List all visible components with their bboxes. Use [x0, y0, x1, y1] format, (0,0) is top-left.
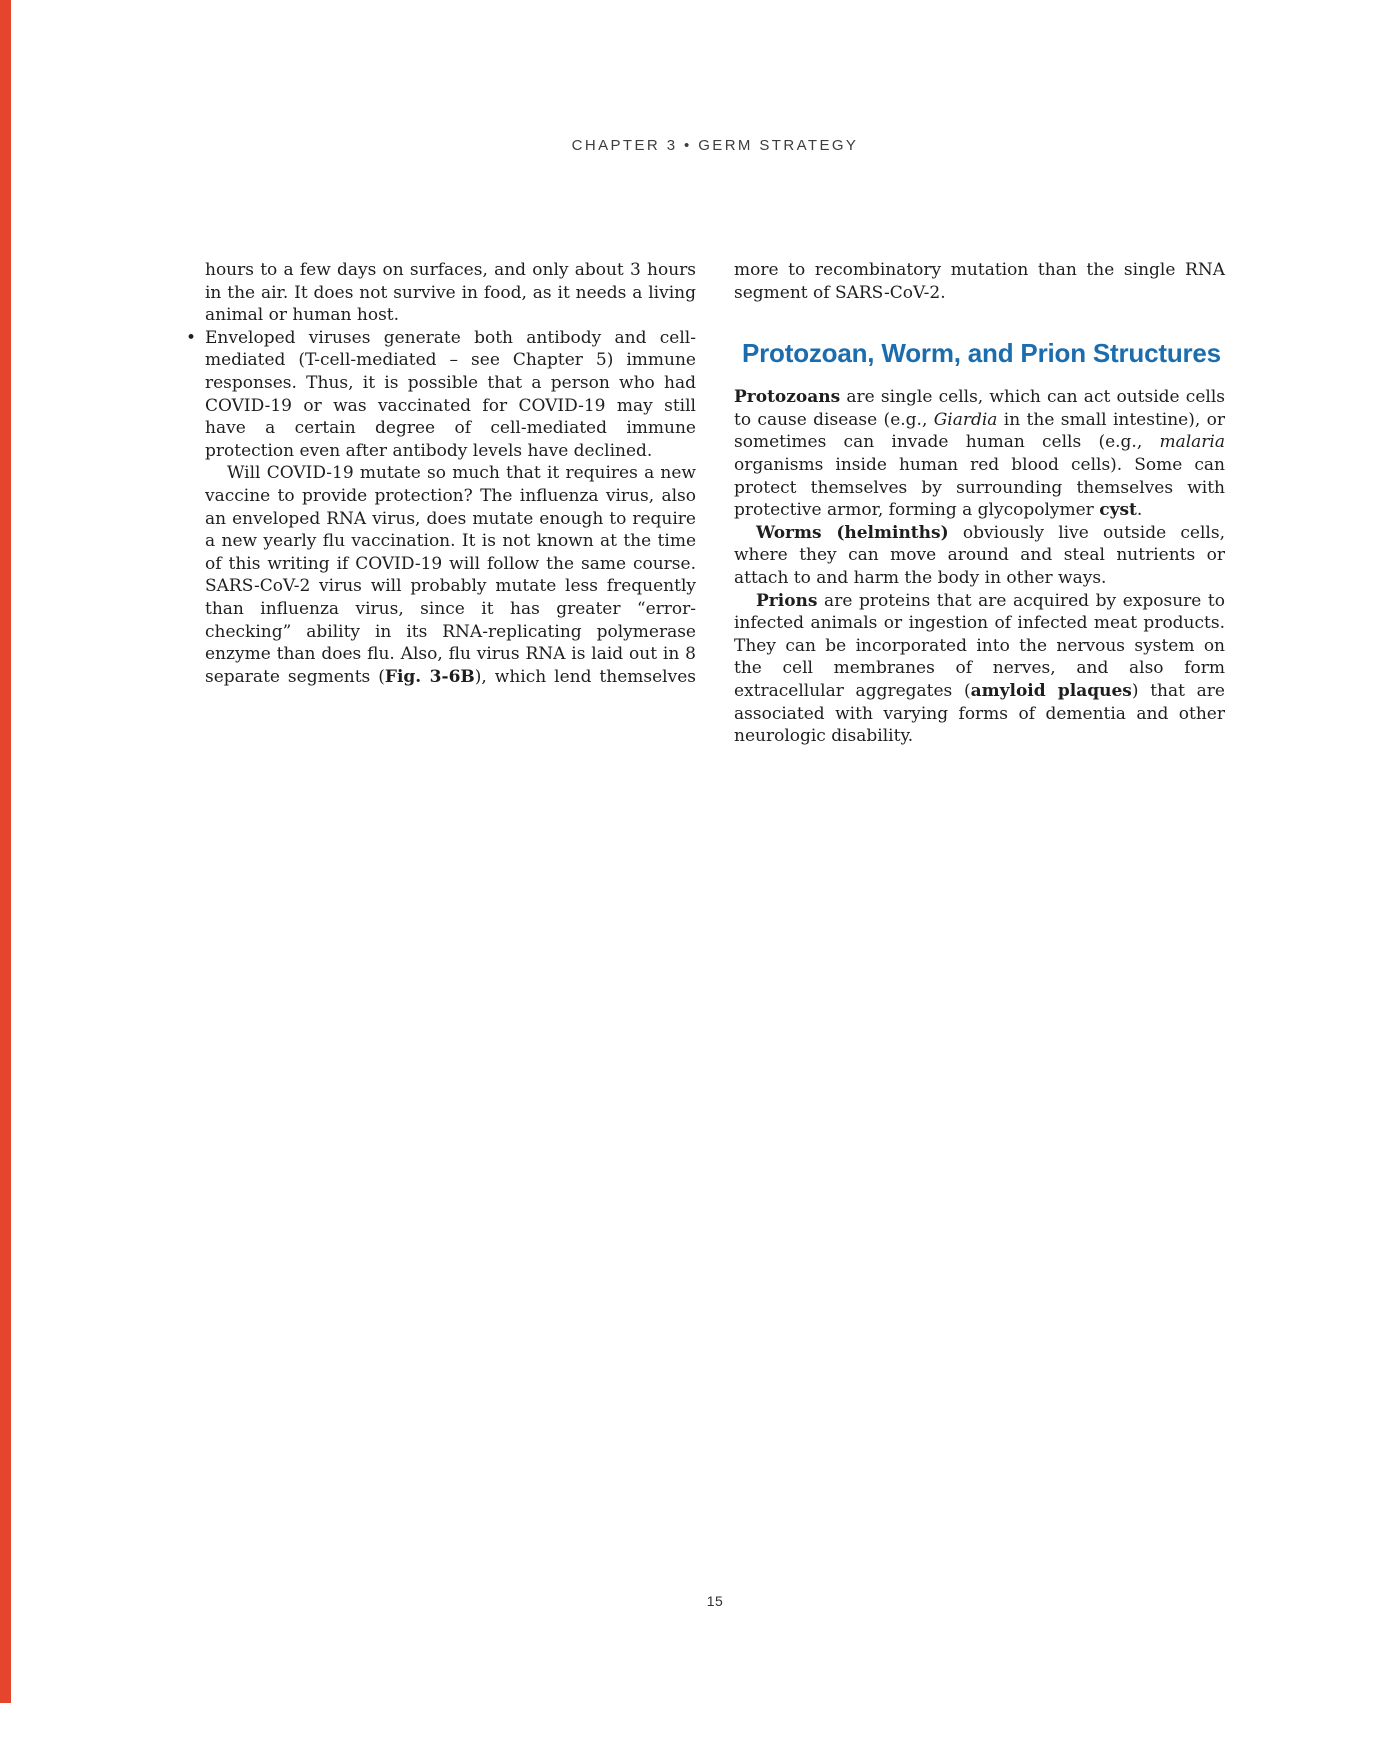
paragraph-prions: Prions are proteins that are acquired by exposure to infected animals or ingestion of infected meat products. They can be incorporated into the nervous system on the cell membranes of nerves, and also form extracellular aggregates (amyloid plaques) that are associated with varying forms of dementia and other neurologic disability. [734, 590, 1225, 747]
page-edge-accent-bar [0, 0, 11, 1703]
paragraph-protozoans: Protozoans are single cells, which can act outside cells to cause disease (e.g., Giardia in the small intestine), or sometimes can invade human cells (e.g., malaria organisms inside human red blood cells). Some can protect themselves by surrounding themselves with protective armor, forming a glycopolymer cyst. [734, 387, 1225, 521]
right-column [734, 259, 1225, 748]
paragraph-continuation: more to recombinatory mutation than the single RNA segment of SARS-CoV-2. [734, 260, 1225, 303]
paragraph-worms: Worms (helminths) obviously live outside cells, where they can move around and steal nutrients or attach to and harm the body in other ways. [734, 522, 1225, 588]
paragraph-covid-mutation: Will COVID-19 mutate so much that it requires a new vaccine to provide protection? The influenza virus, also an enveloped RNA virus, does mutate enough to require a new yearly flu vaccination. It is not known at the time of this writing if COVID-19 will follow the same course. SARS-CoV-2 virus will probably mutate less frequently than influenza virus, since it has greater “error-checking” ability in its RNA-replicating polymerase enzyme than does flu. Also, flu virus RNA is laid out in 8 separate segments (Fig. 3-6B), which lend themselves [205, 463, 696, 687]
running-head: CHAPTER 3 • GERM STRATEGY [571, 137, 859, 154]
list-item-continuation: hours to a few days on surfaces, and only about 3 hours in the air. It does not survive in food, as it needs a living animal or human host. [205, 260, 696, 326]
list-item [186, 327, 696, 463]
left-column [186, 259, 696, 748]
list-item-text: Enveloped viruses generate both antibody and cell-mediated (T-cell-mediated – see Chapter 5) immune responses. Thus, it is possible that a person who had COVID-19 or was vaccinated for COVID-19 may still have a certain degree of cell-mediated immune protection even after antibody levels have declined. [205, 327, 696, 461]
bullet-marker: • [186, 327, 197, 348]
page-number: 15 [706, 1593, 724, 1609]
text-columns [186, 259, 1225, 748]
section-heading: Protozoan, Worm, and Prion Structures [742, 338, 1221, 369]
